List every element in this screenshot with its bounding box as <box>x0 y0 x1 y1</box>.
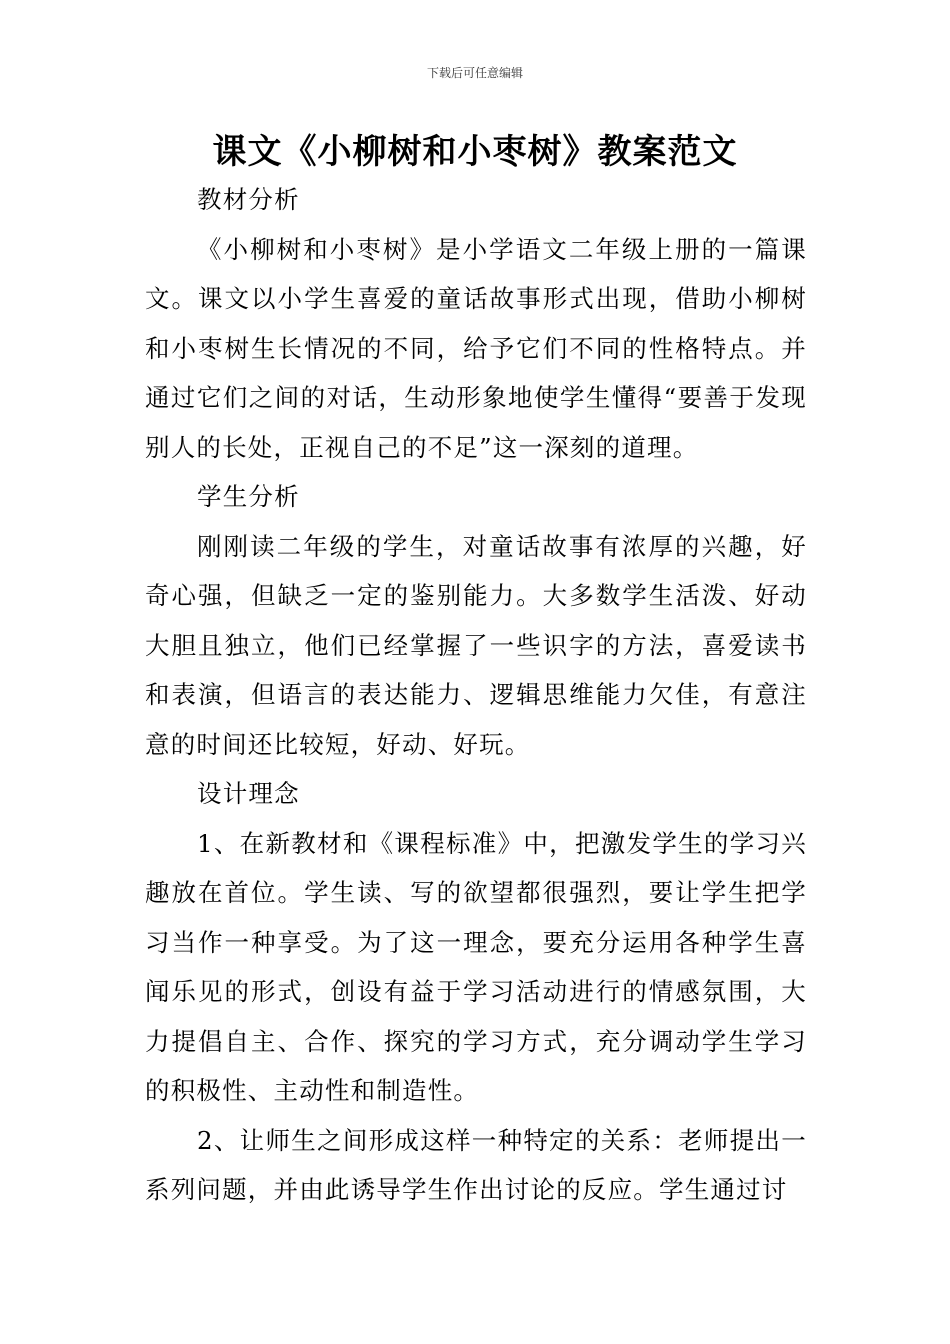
section-heading-design-concept: 设计理念 <box>197 779 300 808</box>
section-heading-student-analysis: 学生分析 <box>197 482 300 511</box>
header-note: 下载后可任意编辑 <box>426 66 523 80</box>
paragraph-textbook-analysis: 《小柳树和小枣树》是小学语文二年级上册的一篇课文。课文以小学生喜爱的童话故事形式出现，借助小柳树和小枣树生长情况的不同，给予它们不同的性格特点。并通过它们之间的对话，生动形象地使学生懂得“要善于发现别人的长处，正视自己的不足”这一深刻的道理。 <box>145 234 807 462</box>
document-title: 课文《小柳树和小枣树》教案范文 <box>212 132 738 172</box>
paragraph-student-analysis: 刚刚读二年级的学生，对童话故事有浓厚的兴趣，好奇心强，但缺乏一定的鉴别能力。大多数学生活泼、好动大胆且独立，他们已经掌握了一些识字的方法，喜爱读书和表演，但语言的表达能力、逻辑思维能力欠佳，有意注意的时间还比较短，好动、好玩。 <box>145 531 807 759</box>
document-body <box>145 175 807 1215</box>
paragraph-design-concept-1: 1、在新教材和《课程标准》中，把激发学生的学习兴趣放在首位。学生读、写的欲望都很强烈，要让学生把学习当作一种享受。为了这一理念，要充分运用各种学生喜闻乐见的形式，创设有益于学习活动进行的情感氛围，大力提倡自主、合作、探究的学习方式，充分调动学生学习的积极性、主动性和制造性。 <box>145 828 807 1105</box>
paragraph-design-concept-2: 2、让师生之间形成这样一种特定的关系：老师提出一系列问题，并由此诱导学生作出讨论的反应。学生通过讨 <box>145 1125 807 1204</box>
section-heading-textbook-analysis: 教材分析 <box>197 185 300 214</box>
